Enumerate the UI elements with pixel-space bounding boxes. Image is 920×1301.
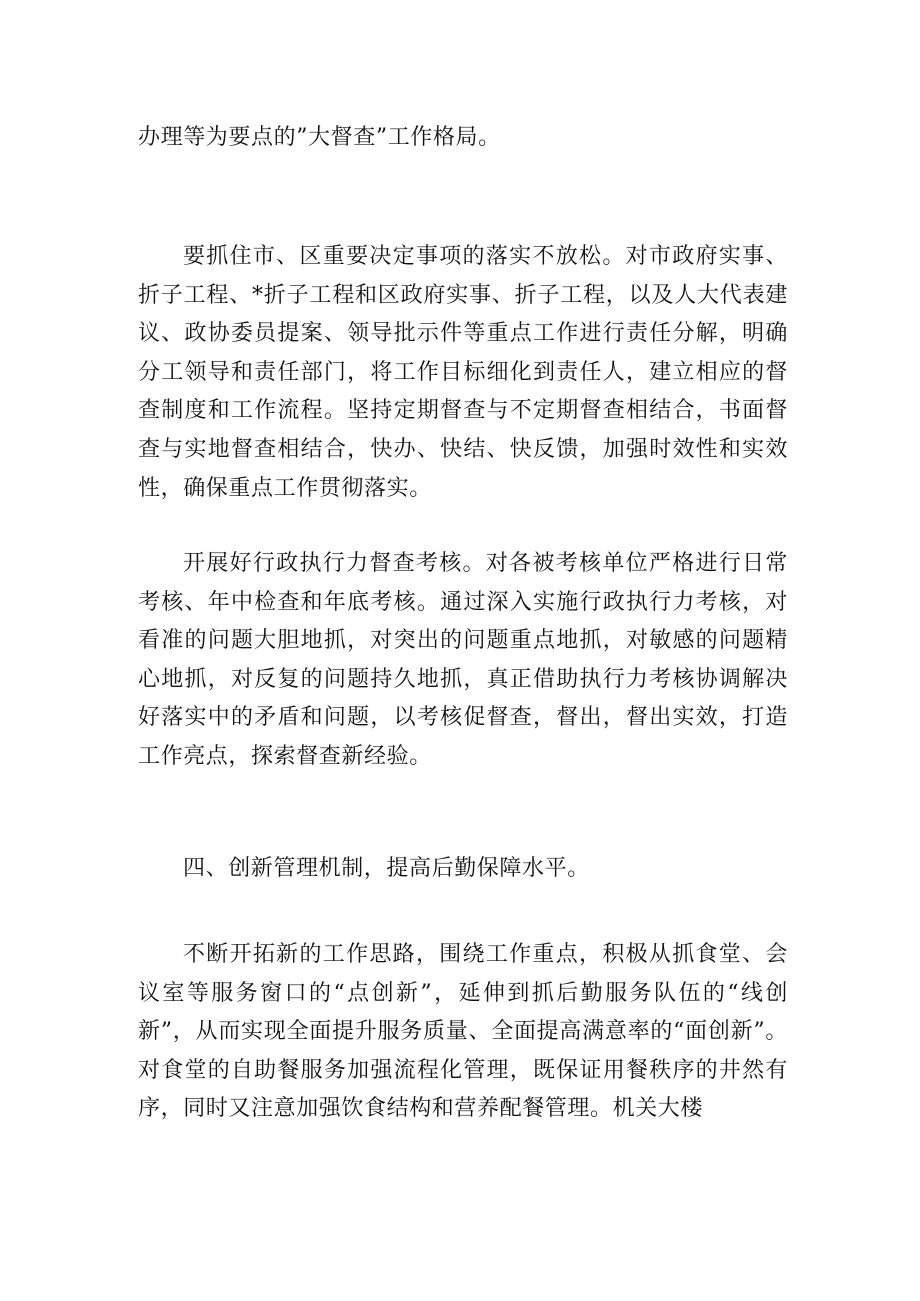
paragraph-logistics-innovation: 不断开拓新的工作思路，围绕工作重点，积极从抓食堂、会议室等服务窗口的“点创新”，延伸到抓后勤服务队伍的“线创新”，从而实现全面提升服务质量、全面提高满意率的“面创新”。对食堂的自助餐服务加强流程化管理，既保证用餐秩序的井然有序，同时又注意加强饮食结构和营养配餐管理。机关大楼: [138, 942, 788, 1122]
paragraph-continuation: 办理等为要点的”大督查”工作格局。: [138, 125, 501, 150]
section-heading-four: 四、创新管理机制，提高后勤保障水平。: [183, 856, 590, 881]
paragraph-key-decisions: 要抓住市、区重要决定事项的落实不放松。对市政府实事、折子工程、*折子工程和区政府实事、折子工程，以及人大代表建议、政协委员提案、领导批示件等重点工作进行责任分解，明确分工领导和责任部门，将工作目标细化到责任人，建立相应的督查制度和工作流程。坚持定期督查与不定期督查相结合，书面督查与实地督查相结合，快办、快结、快反馈，加强时效性和实效性，确保重点工作贯彻落实。: [138, 244, 788, 501]
paragraph-execution-assessment: 开展好行政执行力督查考核。对各被考核单位严格进行日常考核、年中检查和年底考核。通过深入实施行政执行力考核，对看准的问题大胆地抓，对突出的问题重点地抓，对敏感的问题精心地抓，对反复的问题持久地抓，真正借助执行力考核协调解决好落实中的矛盾和问题，以考核促督查，督出，督出实效，打造工作亮点，探索督查新经验。: [138, 551, 788, 769]
